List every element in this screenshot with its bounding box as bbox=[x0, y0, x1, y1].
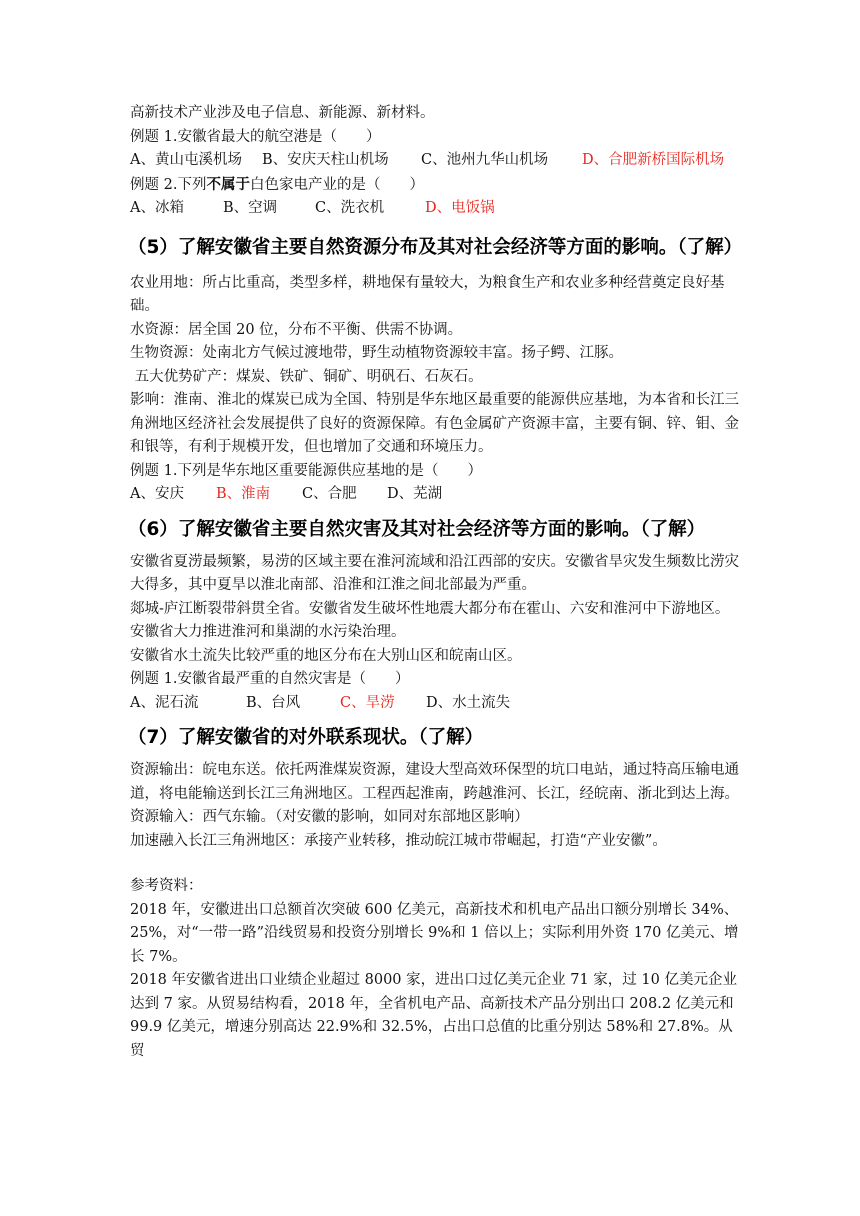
example-appliance-question: 例题 2.下列不属于白色家电产业的是（ ） bbox=[130, 175, 424, 193]
option-a: A、安庆 bbox=[130, 486, 184, 502]
blank-line bbox=[130, 853, 742, 875]
section6-example-question: 例题 1.安徽省最严重的自然灾害是（ ） bbox=[130, 671, 410, 687]
reference-paragraph: 2018 年，安徽进出口总额首次突破 600 亿美元，高新技术和机电产品出口额分别增长 34%、25%，对“一带一路”沿线贸易和投资分别增长 9%和 1 倍以上；实际利用外资 170 亿美元、增长 7%。 bbox=[130, 901, 739, 965]
option-d: D、水土流失 bbox=[426, 694, 511, 711]
section7-paragraph: 资源输出：皖电东送。依托两淮煤炭资源，建设大型高效环保型的坑口电站，通过特高压输电通道，将电能输送到长江三角洲地区。工程西起淮南，跨越淮河、长江，经皖南、浙北到达上海。 bbox=[130, 762, 739, 802]
option-a: A、黄山屯溪机场 bbox=[130, 152, 242, 168]
example-airport-question: 例题 1.安徽省最大的航空港是（ ） bbox=[130, 128, 381, 145]
option-d-answer: D、合肥新桥国际机场 bbox=[582, 152, 725, 168]
section6-paragraph: 郯城-庐江断裂带斜贯全省。安徽省发生破坏性地震大都分布在霍山、六安和淮河中下游地区。 bbox=[130, 600, 730, 617]
section6-heading: （6）了解安徽省主要自然灾害及其对社会经济等方面的影响。（了解） bbox=[128, 518, 706, 540]
section7-paragraph: 资源输入：西气东输。（对安徽的影响，如同对东部地区影响） bbox=[130, 809, 529, 825]
option-b: B、空调 bbox=[223, 200, 278, 216]
section7-heading: （7）了解安徽省的对外联系现状。（了解） bbox=[128, 727, 484, 748]
reference-paragraph: 2018 年安徽省进出口业绩企业超过 8000 家，进出口过亿美元企业 71 家，过 10 亿美元企业达到 7 家。从贸易结构看，2018 年，全省机电产品、高新技术产品分别出口 208.2 亿美元和 99.9 亿美元，增速分别高达 22.9%和 32.5%，占出口总值的比重分别达 58%和 27.8%。从贸 bbox=[130, 972, 737, 1059]
document-page bbox=[130, 102, 742, 1063]
section5-paragraph: 影响：淮南、淮北的煤炭已成为全国、特别是华东地区最重要的能源供应基地，为本省和长江三角洲地区经济社会发展提供了良好的资源保障。有色金属矿产资源丰富，主要有铜、锌、钼、金和银等，有利于规模开发，但也增加了交通和环境压力。 bbox=[130, 392, 739, 455]
option-c: C、合肥 bbox=[302, 486, 357, 502]
section5-example-question: 例题 1.下列是华东地区重要能源供应基地的是（ ） bbox=[130, 462, 482, 479]
section6-paragraph: 安徽省水土流失比较严重的地区分布在大别山区和皖南山区。 bbox=[130, 647, 522, 664]
example-airport-options bbox=[130, 149, 742, 173]
option-d-answer: D、电饭锅 bbox=[425, 200, 495, 216]
reference-title: 参考资料： bbox=[130, 878, 203, 894]
option-b-answer: B、淮南 bbox=[216, 486, 271, 502]
option-c: C、洗衣机 bbox=[315, 200, 385, 216]
section6-example-options bbox=[130, 692, 742, 716]
option-b: B、台风 bbox=[246, 694, 301, 711]
option-d: D、芜湖 bbox=[387, 486, 443, 502]
section6-paragraph: 安徽省大力推进淮河和巢湖的水污染治理。 bbox=[130, 624, 406, 640]
section5-paragraph: 五大优势矿产：煤炭、铁矿、铜矿、明矾石、石灰石。 bbox=[130, 368, 483, 385]
option-c-answer: C、旱涝 bbox=[340, 694, 395, 711]
option-a: A、泥石流 bbox=[130, 694, 199, 711]
section5-paragraph: 农业用地：所占比重高，类型多样，耕地保有量较大，为粮食生产和农业多种经营奠定良好基础。 bbox=[130, 274, 725, 314]
option-c: C、池州九华山机场 bbox=[421, 152, 549, 168]
option-b: B、安庆天柱山机场 bbox=[262, 152, 389, 168]
option-a: A、冰箱 bbox=[130, 200, 184, 216]
intro-line: 高新技术产业涉及电子信息、新能源、新材料。 bbox=[130, 105, 435, 121]
section5-heading: （5）了解安徽省主要自然资源分布及其对社会经济等方面的影响。（了解） bbox=[128, 236, 743, 258]
section5-example-options bbox=[130, 483, 742, 507]
section7-paragraph: 加速融入长江三角洲地区：承接产业转移，推动皖江城市带崛起，打造“产业安徽”。 bbox=[130, 832, 667, 849]
section5-paragraph: 水资源：居全国 20 位，分布不平衡、供需不协调。 bbox=[130, 321, 463, 338]
example-appliance-options bbox=[130, 197, 742, 221]
section6-paragraph: 安徽省夏涝最频繁，易涝的区域主要在淮河流域和沿江西部的安庆。安徽省旱灾发生频数比涝灾大得多，其中夏旱以淮北南部、沿淮和江淮之间北部最为严重。 bbox=[130, 553, 739, 593]
section5-paragraph: 生物资源：处南北方气候过渡地带，野生动植物资源较丰富。扬子鳄、江豚。 bbox=[130, 345, 623, 361]
